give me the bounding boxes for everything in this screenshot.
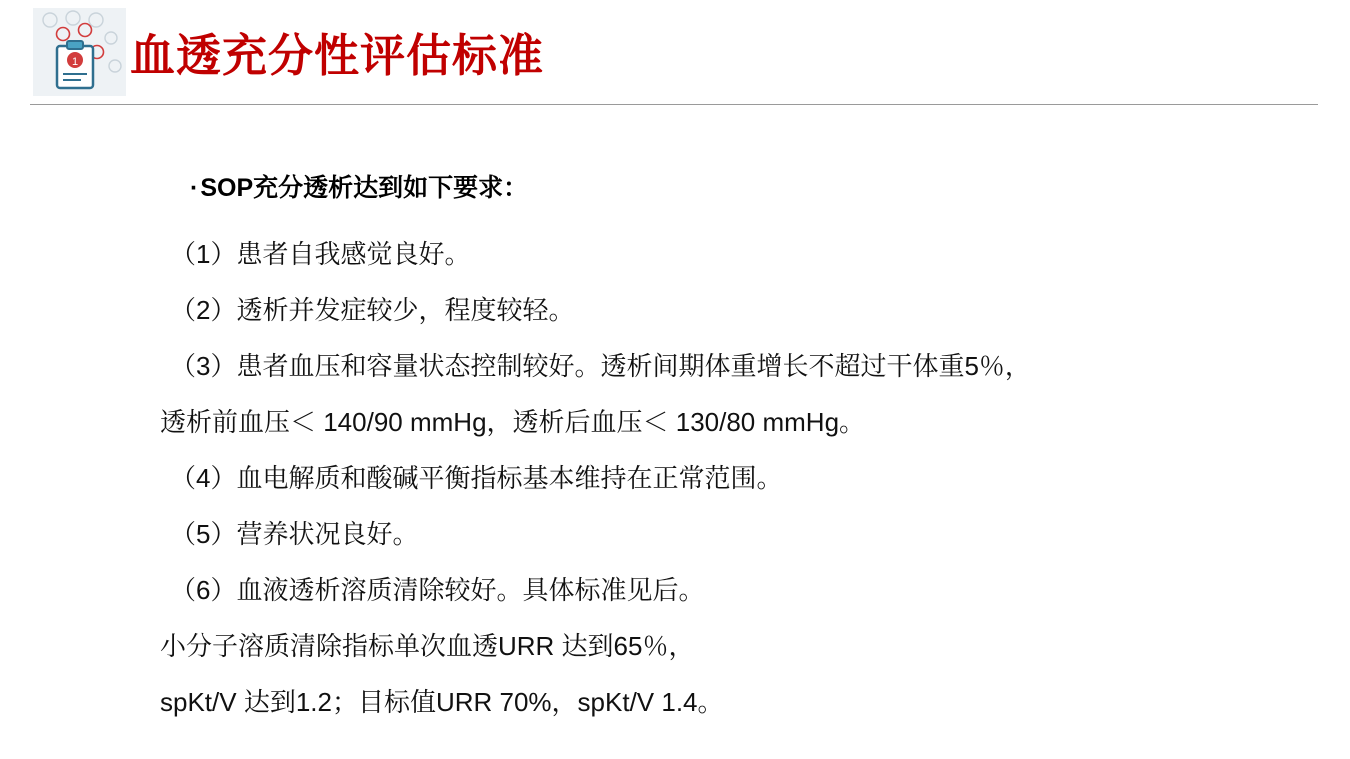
list-item-continuation: 透析前血压＜ 140/90 mmHg，透析后血压＜ 130/80 mmHg。 <box>160 407 866 437</box>
clipboard-checklist-icon <box>33 8 126 96</box>
slide-body <box>0 108 1350 759</box>
list-item-continuation: spKt/V 达到1.2；目标值URR 70%，spKt/V 1.4。 <box>160 687 724 717</box>
slide-header <box>0 0 1350 108</box>
section-heading <box>190 168 528 204</box>
bullet-dot: · <box>190 174 199 202</box>
list-item-continuation: 小分子溶质清除指标单次血透URR 达到65％， <box>160 631 695 661</box>
list-item: （5）营养状况良好。 <box>170 519 419 549</box>
svg-text:1: 1 <box>71 56 79 68</box>
header-divider <box>30 104 1318 105</box>
list-item: （4）血电解质和酸碱平衡指标基本维持在正常范围。 <box>170 463 783 493</box>
list-item: （6）血液透析溶质清除较好。具体标准见后。 <box>170 575 705 605</box>
list-item: （2）透析并发症较少，程度较轻。 <box>170 295 575 325</box>
section-heading-text: SOP充分透析达到如下要求： <box>200 174 529 202</box>
page-title: 血透充分性评估标准 <box>130 30 545 81</box>
list-item: （1）患者自我感觉良好。 <box>170 239 471 269</box>
list-item: （3）患者血压和容量状态控制较好。透析间期体重增长不超过干体重5％， <box>170 351 1031 381</box>
content-lines <box>0 226 1350 730</box>
